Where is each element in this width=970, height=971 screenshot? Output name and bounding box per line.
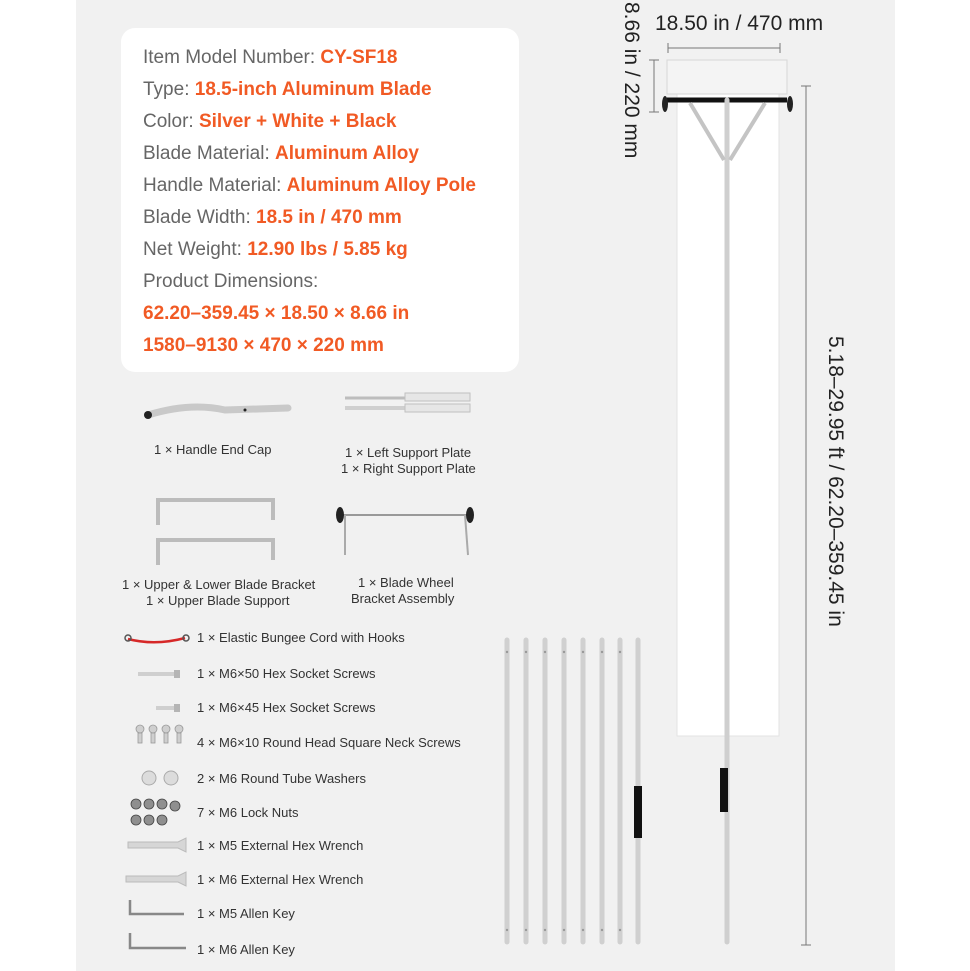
spec-type: Type: 18.5-inch Aluminum Blade	[143, 79, 432, 100]
spec-blade-material: Blade Material: Aluminum Alloy	[143, 143, 419, 164]
height-dimension-line	[649, 60, 659, 112]
wheel-bracket-icon	[336, 507, 474, 555]
label-left-support-plate: 1 × Left Support Plate	[345, 445, 472, 460]
width-dimension-line	[668, 43, 780, 53]
spec-color: Color: Silver + White + Black	[143, 111, 397, 132]
m5-allen-key-icon	[130, 900, 184, 914]
hardware-item: 1 × M6×50 Hex Socket Screws	[197, 666, 376, 681]
m6x45-screw-icon	[156, 704, 180, 712]
hardware-item: 1 × M6 Allen Key	[197, 942, 295, 957]
hardware-item: 7 × M6 Lock Nuts	[197, 805, 299, 820]
label-right-support-plate: 1 × Right Support Plate	[341, 461, 476, 476]
hardware-item: 1 × M5 External Hex Wrench	[197, 838, 364, 853]
handle-end-cap-icon	[144, 407, 288, 419]
hardware-item: 4 × M6×10 Round Head Square Neck Screws	[197, 735, 461, 750]
m6x50-screw-icon	[138, 670, 180, 678]
blade-bracket-icon	[158, 500, 273, 565]
hardware-item: 1 × Elastic Bungee Cord with Hooks	[197, 630, 405, 645]
label-handle-end-cap: 1 × Handle End Cap	[154, 442, 272, 457]
length-dimension-label: 5.18–29.95 ft / 62.20–359.45 in	[824, 336, 847, 627]
label-wheel-bracket-2: Bracket Assembly	[351, 591, 455, 606]
width-dimension-label: 18.50 in / 470 mm	[655, 12, 824, 35]
spec-blade-width: Blade Width: 18.5 in / 470 mm	[143, 207, 402, 228]
hardware-item: 1 × M6×45 Hex Socket Screws	[197, 700, 376, 715]
spec-dimensions-label: Product Dimensions:	[143, 271, 319, 292]
label-blade-bracket: 1 × Upper & Lower Blade Bracket	[122, 577, 316, 592]
label-wheel-bracket-1: 1 × Blade Wheel	[358, 575, 454, 590]
label-upper-blade-support: 1 × Upper Blade Support	[146, 593, 290, 608]
hardware-item: 1 × M6 External Hex Wrench	[197, 872, 364, 887]
hardware-item: 2 × M6 Round Tube Washers	[197, 771, 366, 786]
m6-wrench-icon	[126, 872, 186, 886]
hardware-item: 1 × M5 Allen Key	[197, 906, 295, 921]
support-plates-icon	[345, 393, 470, 412]
spec-dimensions-in: 62.20–359.45 × 18.50 × 8.66 in	[143, 303, 410, 324]
tube-washers-icon	[142, 771, 178, 785]
spec-handle-material: Handle Material: Aluminum Alloy Pole	[143, 175, 476, 196]
pole-sections-icon	[506, 640, 642, 942]
height-dimension-label: 8.66 in / 220 mm	[620, 2, 643, 159]
bungee-cord-icon	[125, 635, 189, 642]
spec-net-weight: Net Weight: 12.90 lbs / 5.85 kg	[143, 239, 408, 260]
square-neck-screws-icon	[136, 725, 183, 743]
spec-dimensions-mm: 1580–9130 × 470 × 220 mm	[143, 335, 384, 356]
spec-model: Item Model Number: CY-SF18	[143, 47, 398, 68]
snow-rake-icon	[662, 60, 793, 942]
length-dimension-line	[801, 86, 811, 945]
m6-allen-key-icon	[130, 933, 186, 948]
m5-wrench-icon	[128, 838, 186, 852]
lock-nuts-icon	[131, 799, 180, 825]
